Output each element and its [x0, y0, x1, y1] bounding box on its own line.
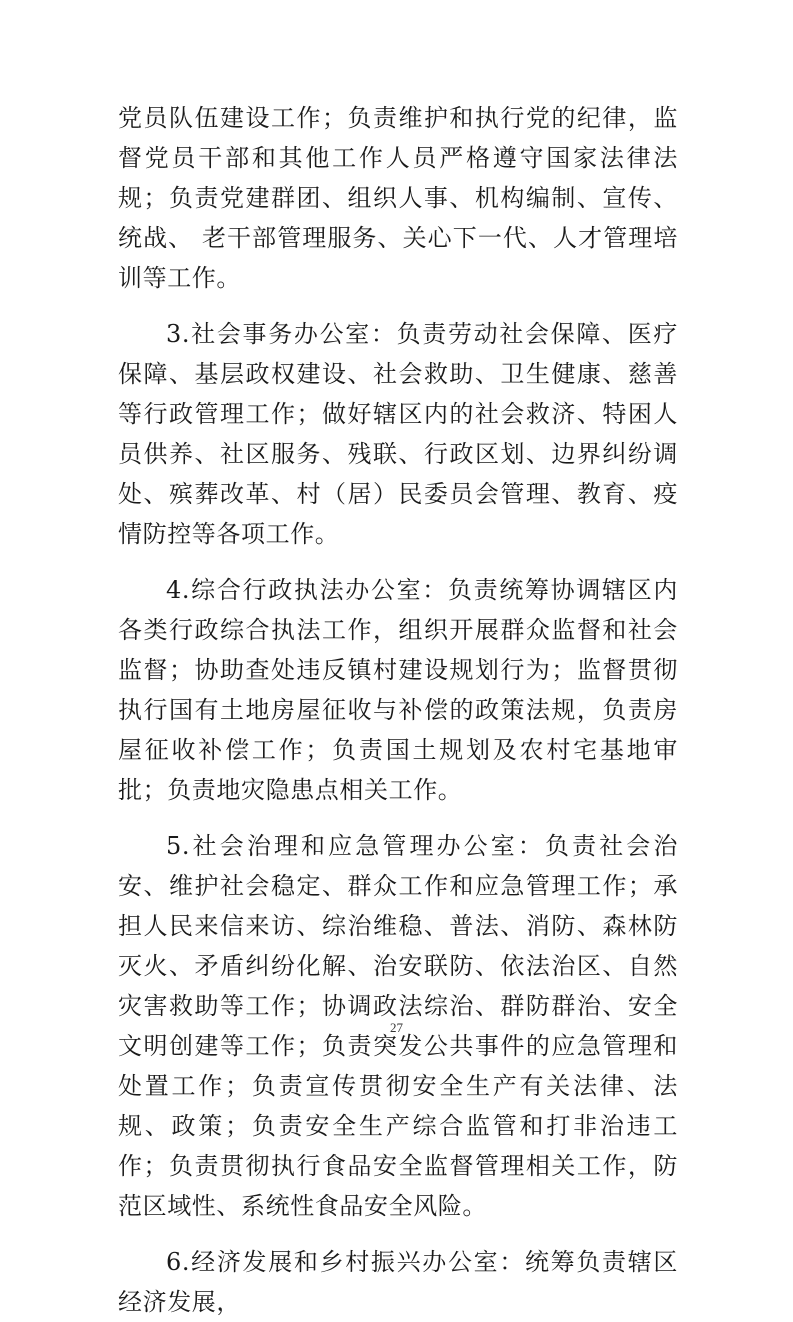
- text-line: 党员队伍建设工作；负责维护和执行党的纪律，监督党员干: [118, 104, 678, 172]
- text-line: 组织人事、机构编制、宣传、统战、 老干部管理服务、关: [118, 184, 678, 252]
- text-line: 反镇村建设规划行为；监督贯彻执行国有土地房屋征收与补: [118, 656, 678, 724]
- page-number: 27: [390, 1020, 403, 1035]
- text-line: 防、依法治区、自然灾害救助等工作；协调政法综治、群防: [118, 952, 678, 1020]
- text-line: 6.经济发展和乡村振兴办公室：统筹负责辖区经济发展，: [118, 1248, 678, 1316]
- text-line: 部和其他工作人员严格遵守国家法律法规；负责党建群团、: [118, 144, 678, 212]
- text-line: 负责安全生产综合监管和打非治违工作；负责贯彻执行食品: [118, 1112, 678, 1180]
- text-line: 行政区划、边界纠纷调处、殡葬改革、村（居）民委员会管: [118, 440, 679, 508]
- text-line: 4.综合行政执法办公室：负责统筹协调辖区内各类行政: [118, 576, 678, 644]
- text-line: 5.社会治理和应急管理办公室：负责社会治安、维护社: [118, 832, 678, 900]
- paragraph-law-enforcement-office: [118, 570, 678, 810]
- text-line: 3.社会事务办公室：负责劳动社会保障、医疗保障、基: [118, 320, 678, 388]
- text-line: 和处置工作；负责宣传贯彻安全生产有关法律、法规、政策；: [118, 1032, 678, 1140]
- text-line: 群治、安全文明创建等工作；负责突发公共事件的应急管理: [118, 992, 679, 1060]
- text-line: 治维稳、普法、消防、森林防灭火、矛盾纠纷化解、治安联: [118, 912, 678, 980]
- text-line: 偿的政策法规，负责房屋征收补偿工作；负责国土规划及农: [118, 696, 679, 764]
- paragraph-economic-development-office: [118, 1242, 678, 1322]
- text-line: 综合执法工作，组织开展群众监督和社会监督；协助查处违: [118, 616, 678, 684]
- text-line: 做好辖区内的社会救济、特困人员供养、社区服务、残联、: [118, 400, 678, 468]
- text-line: 安全监督管理相关工作，防范区域性、系统性食品安全风险。: [118, 1152, 678, 1220]
- text-line: 理、教育、疫情防控等各项工作。: [118, 480, 678, 548]
- text-line: 会稳定、群众工作和应急管理工作；承担人民来信来访、综: [118, 872, 679, 940]
- text-line: 村宅基地审批；负责地灾隐患点相关工作。: [118, 736, 678, 804]
- text-line: 心下一代、人才管理培训等工作。: [118, 224, 678, 292]
- body-text: [118, 98, 678, 1322]
- text-line: 层政权建设、社会救助、卫生健康、慈善等行政管理工作；: [118, 360, 678, 428]
- paragraph-social-affairs-office: [118, 314, 678, 554]
- paragraph-party-duties: [118, 98, 678, 298]
